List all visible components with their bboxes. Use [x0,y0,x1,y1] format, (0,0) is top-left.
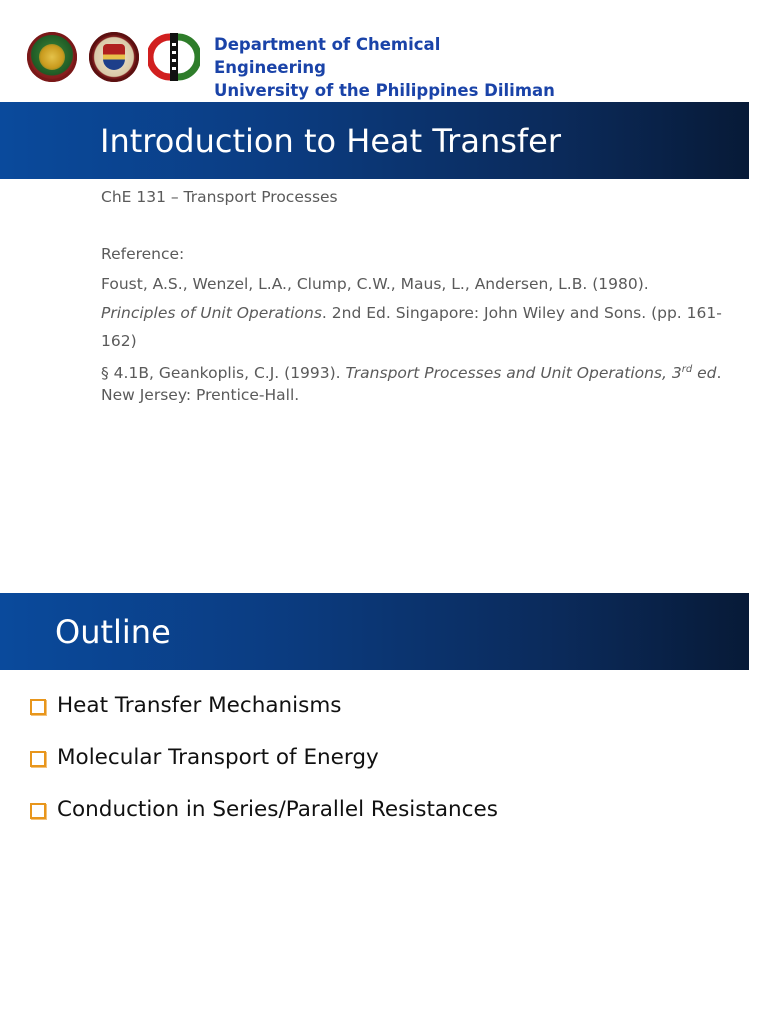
outline-item-label: Conduction in Series/Parallel Resistances [57,797,498,822]
course-name: ChE 131 – Transport Processes [101,188,338,206]
reference-1-rest: . 2nd Ed. Singapore: John Wiley and Sons. (pp. 161-162) [101,303,722,350]
outline-item-label: Heat Transfer Mechanisms [57,693,342,718]
reference-1 [101,270,729,356]
reference-2-ed: ed [692,363,717,382]
list-item [30,797,498,849]
department-line-2: Engineering [214,58,326,77]
title-banner [0,102,749,179]
department-line-1: Department of Chemical [214,35,441,54]
che-department-logo-icon [148,33,200,81]
up-seal-icon [27,32,77,82]
department-name [214,33,555,102]
checkbox-bullet-icon [30,803,46,819]
reference-1-authors: Foust, A.S., Wenzel, L.A., Clump, C.W., Maus, L., Andersen, L.B. (1980). [101,275,649,293]
reference-2-sup: rd [681,363,693,375]
reference-2-prefix: § 4.1B, Geankoplis, C.J. (1993). [101,363,346,382]
reference-2-rest: . New Jersey: Prentice-Hall. [101,363,722,404]
list-item [30,693,498,745]
reference-2-book: Transport Processes and Unit Operations, 3 [345,363,682,382]
outline-banner [0,593,749,670]
checkbox-bullet-icon [30,751,46,767]
reference-1-book: Principles of Unit Operations [101,303,322,322]
outline-title: Outline [55,613,171,651]
reference-label: Reference: [101,245,185,263]
slide-title: Introduction to Heat Transfer [100,122,561,160]
checkbox-bullet-icon [30,699,46,715]
reference-list [101,270,729,406]
department-line-3: University of the Philippines Diliman [214,81,555,100]
outline-list [30,693,498,849]
list-item [30,745,498,797]
up-engineering-seal-icon [89,32,139,82]
reference-2 [101,359,729,406]
outline-item-label: Molecular Transport of Energy [57,745,379,770]
